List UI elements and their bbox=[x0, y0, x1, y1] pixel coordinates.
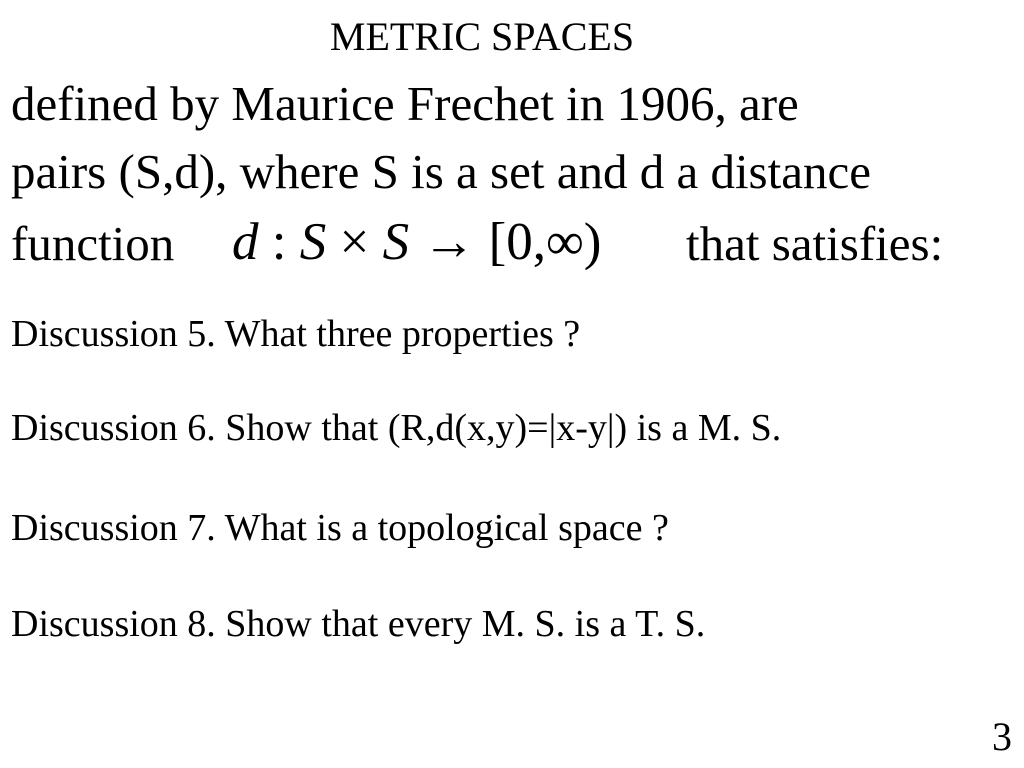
formula-colon: : bbox=[258, 213, 300, 271]
discussion-6: Discussion 6. Show that (R,d(x,y)=|x-y|) is a M. S. bbox=[11, 407, 782, 449]
formula-interval: [0,∞) bbox=[488, 213, 602, 271]
intro-line-3-start: function bbox=[11, 216, 175, 271]
intro-line-3-end: that satisfies: bbox=[686, 216, 944, 271]
formula-times: × bbox=[326, 213, 383, 271]
intro-line-2: pairs (S,d), where S is a set and d a distance bbox=[11, 144, 871, 199]
slide-title: METRIC SPACES bbox=[329, 14, 635, 59]
formula-arrow: → bbox=[409, 213, 489, 271]
formula-set-s-1: S bbox=[299, 213, 327, 271]
discussion-8: Discussion 8. Show that every M. S. is a T. S. bbox=[11, 603, 706, 645]
formula-set-s-2: S bbox=[382, 213, 410, 271]
distance-function-formula bbox=[232, 212, 601, 272]
intro-line-1: defined by Maurice Frechet in 1906, are bbox=[11, 76, 799, 131]
formula-d: d bbox=[232, 213, 259, 271]
page-number: 3 bbox=[992, 714, 1012, 759]
discussion-7: Discussion 7. What is a topological space ? bbox=[11, 507, 669, 549]
discussion-5: Discussion 5. What three properties ? bbox=[11, 313, 581, 355]
